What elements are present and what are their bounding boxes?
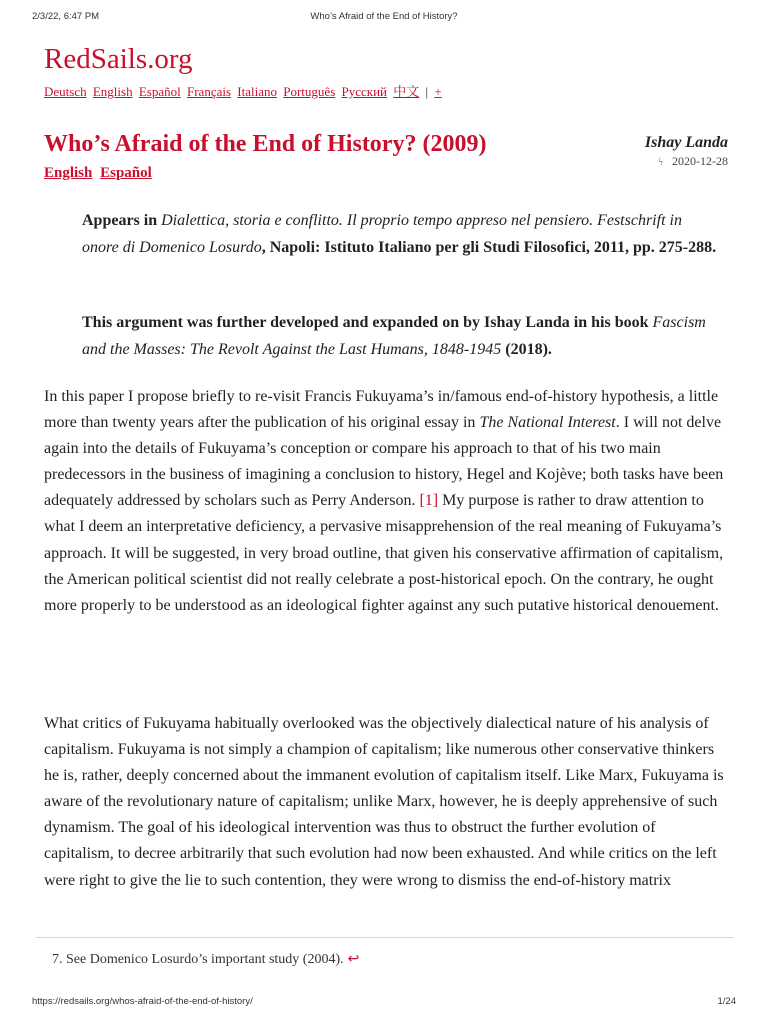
- book-note-tail: (2018).: [501, 341, 552, 358]
- print-url: https://redsails.org/whos-afraid-of-the-end-of-history/: [32, 996, 253, 1007]
- article-author: Ishay Landa: [644, 134, 728, 151]
- book-note-title: Fascism and the Masses: The Revolt Against the Last Humans, 1848-1945: [82, 314, 706, 358]
- footnote-divider: [36, 937, 734, 938]
- paragraph-text: . I will not delve again into the details of Fukuyama’s conception or compare his approach to that of his two main predecessors in the business of imagining a conclusion to history, Hegel and Kojève; both tasks have been adequately addressed by scholars such as Perry Anderson.: [44, 414, 724, 510]
- publication-note-tail: , Napoli: Istituto Italiano per gli Studi Filosofici, 2011, pp. 275-288.: [261, 239, 717, 256]
- print-doc-title: Who’s Afraid of the End of History?: [310, 11, 458, 22]
- paragraph-text: My purpose is rather to draw attention to what I deem an interpretative deficiency, a pervasive misapprehension of the real meaning of Fukuyama’s approach. It will be suggested, in very broad outline, that given his conservative affirmation of capitalism, the American political scientist did not really celebrate a post-historical epoch. On the contrary, he ought more properly to be understood as an ideological fighter against any such putative historical denouement.: [44, 492, 724, 614]
- print-footer: [0, 996, 768, 1010]
- lang-link-deutsch[interactable]: Deutsch: [44, 84, 87, 99]
- publication-note: [82, 207, 722, 261]
- lang-link-italiano[interactable]: Italiano: [237, 84, 277, 99]
- footnote-ref-1[interactable]: [1]: [419, 492, 439, 510]
- lang-link-chinese[interactable]: 中文: [393, 84, 420, 99]
- article-date-row: [658, 154, 728, 169]
- print-header: [0, 11, 768, 25]
- more-languages-link[interactable]: +: [434, 84, 442, 99]
- body-paragraph-1: [44, 384, 726, 619]
- print-datetime: 2/3/22, 6:47 PM: [32, 11, 100, 22]
- lang-link-francais[interactable]: Français: [186, 84, 232, 99]
- book-note: [82, 309, 722, 363]
- lang-link-espanol[interactable]: Español: [138, 84, 181, 99]
- paragraph-italic-text: The National Interest: [479, 414, 616, 432]
- paragraph-text: In this paper I propose briefly to re-visit Francis Fukuyama’s in/famous end-of-history hypothesis, a little more than twenty years after the publication of his original essay in: [44, 388, 719, 432]
- nav-separator: |: [425, 84, 429, 99]
- footnote-7: [52, 951, 359, 968]
- article-lang-english[interactable]: English: [44, 165, 93, 181]
- article-language-links: [44, 165, 156, 182]
- footnote-text: 7. See Domenico Losurdo’s important study (2004).: [52, 952, 344, 967]
- language-nav: [44, 84, 445, 100]
- publication-note-lead: Appears in: [82, 212, 162, 229]
- article-title: Who’s Afraid of the End of History? (2009): [44, 131, 487, 157]
- article-lang-espanol[interactable]: Español: [100, 165, 152, 181]
- site-title-link[interactable]: RedSails.org: [44, 43, 193, 75]
- lang-link-english[interactable]: English: [92, 84, 133, 99]
- lang-link-russian[interactable]: Русский: [341, 84, 387, 99]
- date-icon: ϟ: [658, 157, 663, 168]
- body-paragraph-2: What critics of Fukuyama habitually overlooked was the objectively dialectical nature of his analysis of capitalism. Fukuyama is not simply a champion of capitalism; like numerous other conservative thinkers he is, rather, deeply concerned about the immanent evolution of capitalism itself. Like Marx, Fukuyama is aware of the revolutionary nature of capitalism; unlike Marx, however, he is deeply apprehensive of such dynamism. The goal of his ideological intervention was thus to obstruct the further evolution of capitalism, to decree arbitrarily that such evolution had now been exhausted. And while critics on the left were right to give the lie to such contention, they were wrong to dismiss the end-of-history matrix: [44, 715, 724, 889]
- book-note-lead: This argument was further developed and expanded on by Ishay Landa in his book: [82, 314, 653, 331]
- publication-note-title: Dialettica, storia e conflitto. Il proprio tempo appreso nel pensiero. Festschrift in onore di Domenico Losurdo: [82, 212, 682, 256]
- article-date: 2020-12-28: [672, 154, 728, 168]
- lang-link-portugues[interactable]: Português: [283, 84, 336, 99]
- print-page-number: 1/24: [717, 996, 736, 1007]
- footnote-return-link[interactable]: ↩: [347, 952, 360, 967]
